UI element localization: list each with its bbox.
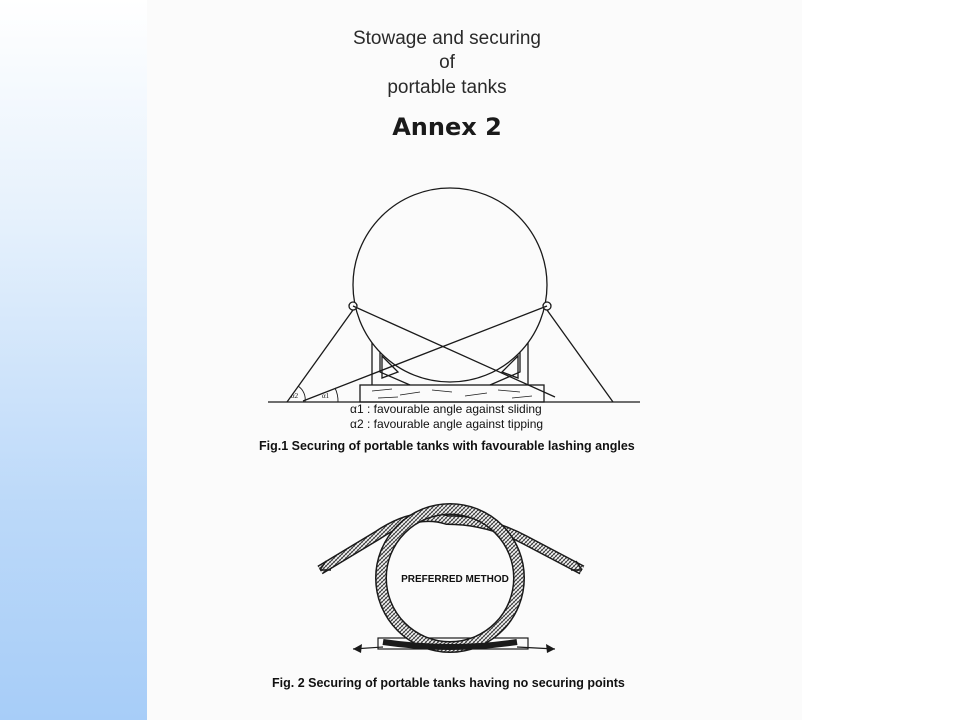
fig1-caption: Fig.1 Securing of portable tanks with favourable lashing angles xyxy=(259,439,635,453)
angle-alpha1-arc xyxy=(335,388,338,402)
fig1-diagram xyxy=(268,188,640,402)
document-title-line-1: Stowage and securing xyxy=(352,28,541,49)
fig2-caption: Fig. 2 Securing of portable tanks having no securing points xyxy=(272,676,625,690)
legend-alpha2: α2 : favourable angle against tipping xyxy=(350,417,544,431)
arrow-right xyxy=(546,644,555,653)
webbing-strap-top xyxy=(320,517,582,570)
document-title-line-2: of xyxy=(439,52,455,73)
timber-base xyxy=(360,385,544,402)
alpha2-mark: α2 xyxy=(291,392,299,400)
legend-alpha1: α1 : favourable angle against sliding xyxy=(350,402,542,416)
preferred-method-label: PREFERRED METHOD xyxy=(401,574,509,585)
wood-grain xyxy=(372,389,532,398)
annex-heading: Annex 2 xyxy=(392,113,502,141)
lashing-right-steep xyxy=(547,310,613,402)
alpha1-mark: α1 xyxy=(322,392,330,400)
angle-alpha2-arc xyxy=(298,386,305,402)
lashing-left-steep xyxy=(287,310,353,402)
portable-tank xyxy=(353,188,547,382)
document-title-line-3: portable tanks xyxy=(387,77,507,98)
arrow-left xyxy=(353,644,362,653)
